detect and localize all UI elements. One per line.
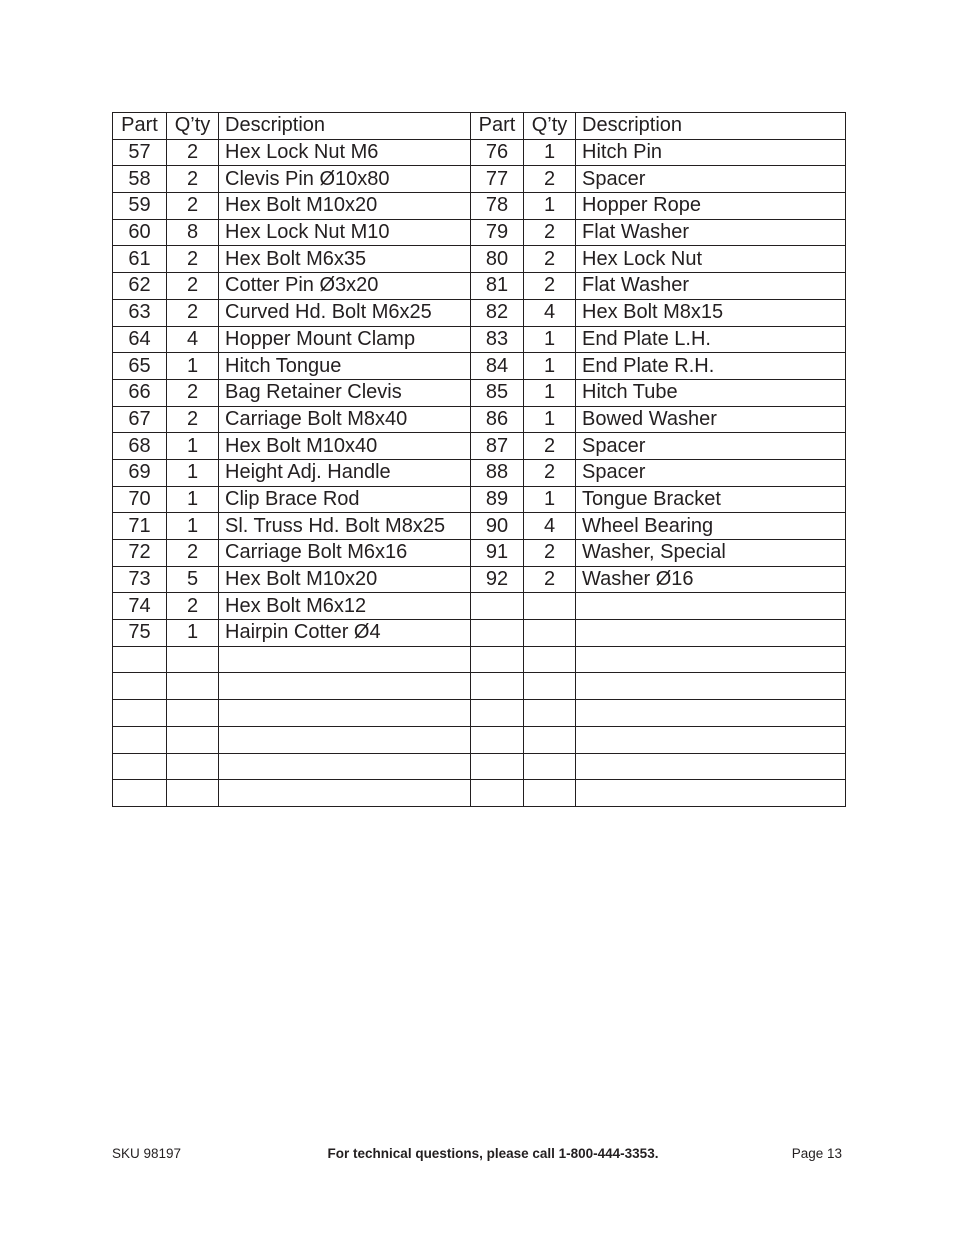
header-qty: Q’ty — [167, 113, 219, 140]
cell-qty — [167, 700, 219, 727]
cell-description: Carriage Bolt M8x40 — [219, 406, 471, 433]
cell-part — [471, 593, 524, 620]
cell-qty — [167, 673, 219, 700]
cell-description: Spacer — [576, 166, 846, 193]
cell-qty: 2 — [524, 433, 576, 460]
table-row — [113, 513, 846, 540]
cell-part: 83 — [471, 326, 524, 353]
table-row — [113, 353, 846, 380]
cell-part — [113, 753, 167, 780]
cell-description: End Plate R.H. — [576, 353, 846, 380]
cell-part: 61 — [113, 246, 167, 273]
cell-description: Wheel Bearing — [576, 513, 846, 540]
cell-description — [219, 673, 471, 700]
cell-description: Clip Brace Rod — [219, 486, 471, 513]
cell-description: Curved Hd. Bolt M6x25 — [219, 299, 471, 326]
table-row — [113, 593, 846, 620]
cell-part: 77 — [471, 166, 524, 193]
cell-description: Hex Lock Nut — [576, 246, 846, 273]
cell-part: 81 — [471, 273, 524, 300]
cell-part: 68 — [113, 433, 167, 460]
header-part: Part — [113, 113, 167, 140]
cell-description — [576, 646, 846, 673]
cell-part: 66 — [113, 379, 167, 406]
cell-description — [576, 700, 846, 727]
cell-description — [576, 780, 846, 807]
cell-description — [576, 753, 846, 780]
cell-qty: 1 — [167, 459, 219, 486]
cell-part: 74 — [113, 593, 167, 620]
cell-qty: 4 — [167, 326, 219, 353]
cell-qty: 1 — [524, 486, 576, 513]
table-row — [113, 406, 846, 433]
cell-qty — [524, 673, 576, 700]
cell-qty — [167, 646, 219, 673]
cell-qty: 2 — [167, 246, 219, 273]
cell-description — [219, 646, 471, 673]
cell-qty: 8 — [167, 219, 219, 246]
cell-part — [471, 726, 524, 753]
table-body — [113, 139, 846, 806]
table-row — [113, 566, 846, 593]
cell-description: Hex Bolt M6x12 — [219, 593, 471, 620]
cell-description: Sl. Truss Hd. Bolt M8x25 — [219, 513, 471, 540]
cell-qty: 1 — [524, 139, 576, 166]
cell-part: 73 — [113, 566, 167, 593]
table-row — [113, 673, 846, 700]
cell-part: 60 — [113, 219, 167, 246]
cell-qty: 2 — [524, 459, 576, 486]
cell-part — [113, 646, 167, 673]
cell-qty — [167, 726, 219, 753]
cell-qty — [524, 753, 576, 780]
cell-qty: 2 — [524, 540, 576, 567]
cell-qty: 2 — [524, 273, 576, 300]
footer-sku: SKU 98197 — [112, 1146, 182, 1161]
cell-part: 86 — [471, 406, 524, 433]
cell-qty: 4 — [524, 513, 576, 540]
cell-qty: 2 — [167, 139, 219, 166]
cell-description — [576, 726, 846, 753]
table-row — [113, 620, 846, 647]
cell-qty: 2 — [167, 299, 219, 326]
table-row — [113, 193, 846, 220]
cell-part — [471, 780, 524, 807]
cell-description: Hopper Mount Clamp — [219, 326, 471, 353]
cell-part: 92 — [471, 566, 524, 593]
cell-qty: 1 — [167, 620, 219, 647]
table-header-row — [113, 113, 846, 140]
cell-part: 88 — [471, 459, 524, 486]
parts-list-table — [112, 112, 846, 807]
table-row — [113, 139, 846, 166]
cell-description: Flat Washer — [576, 273, 846, 300]
cell-part: 76 — [471, 139, 524, 166]
cell-qty — [524, 646, 576, 673]
cell-part — [471, 646, 524, 673]
cell-part: 69 — [113, 459, 167, 486]
cell-description: Bowed Washer — [576, 406, 846, 433]
cell-part: 87 — [471, 433, 524, 460]
cell-qty: 1 — [524, 326, 576, 353]
cell-qty — [167, 780, 219, 807]
table-row — [113, 273, 846, 300]
cell-part: 63 — [113, 299, 167, 326]
table-row — [113, 540, 846, 567]
table-row — [113, 219, 846, 246]
cell-description: Hex Bolt M10x40 — [219, 433, 471, 460]
cell-description: Hex Bolt M10x20 — [219, 193, 471, 220]
cell-part: 65 — [113, 353, 167, 380]
table-row — [113, 780, 846, 807]
cell-part: 80 — [471, 246, 524, 273]
cell-part: 79 — [471, 219, 524, 246]
cell-part — [113, 780, 167, 807]
footer-page-number: Page 13 — [791, 1146, 842, 1161]
cell-qty: 1 — [524, 406, 576, 433]
table-row — [113, 486, 846, 513]
cell-qty — [524, 593, 576, 620]
cell-description — [576, 673, 846, 700]
cell-description: Height Adj. Handle — [219, 459, 471, 486]
cell-qty — [524, 620, 576, 647]
cell-qty: 2 — [167, 593, 219, 620]
cell-description: Hitch Tongue — [219, 353, 471, 380]
cell-qty: 1 — [524, 353, 576, 380]
cell-part: 71 — [113, 513, 167, 540]
cell-description: Spacer — [576, 459, 846, 486]
cell-description — [576, 593, 846, 620]
cell-qty — [524, 700, 576, 727]
cell-qty: 2 — [524, 219, 576, 246]
table-row — [113, 753, 846, 780]
table-row — [113, 459, 846, 486]
cell-part — [113, 673, 167, 700]
cell-qty — [524, 726, 576, 753]
cell-description: Hex Bolt M8x15 — [576, 299, 846, 326]
cell-part: 64 — [113, 326, 167, 353]
cell-description: Clevis Pin Ø10x80 — [219, 166, 471, 193]
cell-part: 70 — [113, 486, 167, 513]
cell-description: Cotter Pin Ø3x20 — [219, 273, 471, 300]
cell-description: Bag Retainer Clevis — [219, 379, 471, 406]
cell-part — [113, 726, 167, 753]
cell-description: Washer, Special — [576, 540, 846, 567]
cell-part: 82 — [471, 299, 524, 326]
cell-part: 84 — [471, 353, 524, 380]
cell-qty — [524, 780, 576, 807]
cell-part: 62 — [113, 273, 167, 300]
table-row — [113, 700, 846, 727]
cell-part: 85 — [471, 379, 524, 406]
cell-description — [219, 700, 471, 727]
header-part: Part — [471, 113, 524, 140]
cell-description — [219, 780, 471, 807]
cell-part — [113, 700, 167, 727]
cell-part: 72 — [113, 540, 167, 567]
header-description: Description — [219, 113, 471, 140]
table-row — [113, 246, 846, 273]
table-row — [113, 326, 846, 353]
cell-description: End Plate L.H. — [576, 326, 846, 353]
cell-qty: 1 — [167, 433, 219, 460]
cell-part: 90 — [471, 513, 524, 540]
cell-description: Carriage Bolt M6x16 — [219, 540, 471, 567]
cell-qty: 1 — [524, 193, 576, 220]
cell-part — [471, 620, 524, 647]
cell-qty: 2 — [167, 193, 219, 220]
cell-qty: 1 — [167, 353, 219, 380]
cell-part: 57 — [113, 139, 167, 166]
cell-description: Hitch Tube — [576, 379, 846, 406]
cell-description: Spacer — [576, 433, 846, 460]
table-row — [113, 646, 846, 673]
cell-qty: 2 — [524, 166, 576, 193]
cell-description: Hitch Pin — [576, 139, 846, 166]
cell-part: 89 — [471, 486, 524, 513]
cell-description: Hairpin Cotter Ø4 — [219, 620, 471, 647]
cell-qty: 2 — [167, 166, 219, 193]
cell-part: 75 — [113, 620, 167, 647]
cell-qty: 1 — [167, 513, 219, 540]
cell-description: Tongue Bracket — [576, 486, 846, 513]
cell-description: Washer Ø16 — [576, 566, 846, 593]
cell-qty: 2 — [524, 246, 576, 273]
cell-part: 59 — [113, 193, 167, 220]
cell-qty: 2 — [524, 566, 576, 593]
cell-qty: 5 — [167, 566, 219, 593]
cell-part: 91 — [471, 540, 524, 567]
cell-part: 78 — [471, 193, 524, 220]
cell-qty: 4 — [524, 299, 576, 326]
cell-description: Hex Bolt M6x35 — [219, 246, 471, 273]
cell-description — [219, 753, 471, 780]
table-row — [113, 433, 846, 460]
header-description: Description — [576, 113, 846, 140]
cell-qty: 2 — [167, 379, 219, 406]
cell-qty: 1 — [524, 379, 576, 406]
cell-description — [219, 726, 471, 753]
cell-part: 67 — [113, 406, 167, 433]
cell-part — [471, 700, 524, 727]
header-qty: Q’ty — [524, 113, 576, 140]
table-row — [113, 299, 846, 326]
cell-qty: 2 — [167, 273, 219, 300]
cell-qty: 2 — [167, 540, 219, 567]
table-row — [113, 726, 846, 753]
table-row — [113, 379, 846, 406]
table-row — [113, 166, 846, 193]
footer-contact-line: For technical questions, please call 1-800-444-3353. — [327, 1146, 659, 1161]
cell-qty: 2 — [167, 406, 219, 433]
cell-qty — [167, 753, 219, 780]
cell-qty: 1 — [167, 486, 219, 513]
cell-part — [471, 673, 524, 700]
cell-description: Hex Lock Nut M10 — [219, 219, 471, 246]
cell-description: Hex Bolt M10x20 — [219, 566, 471, 593]
cell-description: Hex Lock Nut M6 — [219, 139, 471, 166]
cell-description: Hopper Rope — [576, 193, 846, 220]
cell-description: Flat Washer — [576, 219, 846, 246]
cell-part: 58 — [113, 166, 167, 193]
cell-description — [576, 620, 846, 647]
cell-part — [471, 753, 524, 780]
